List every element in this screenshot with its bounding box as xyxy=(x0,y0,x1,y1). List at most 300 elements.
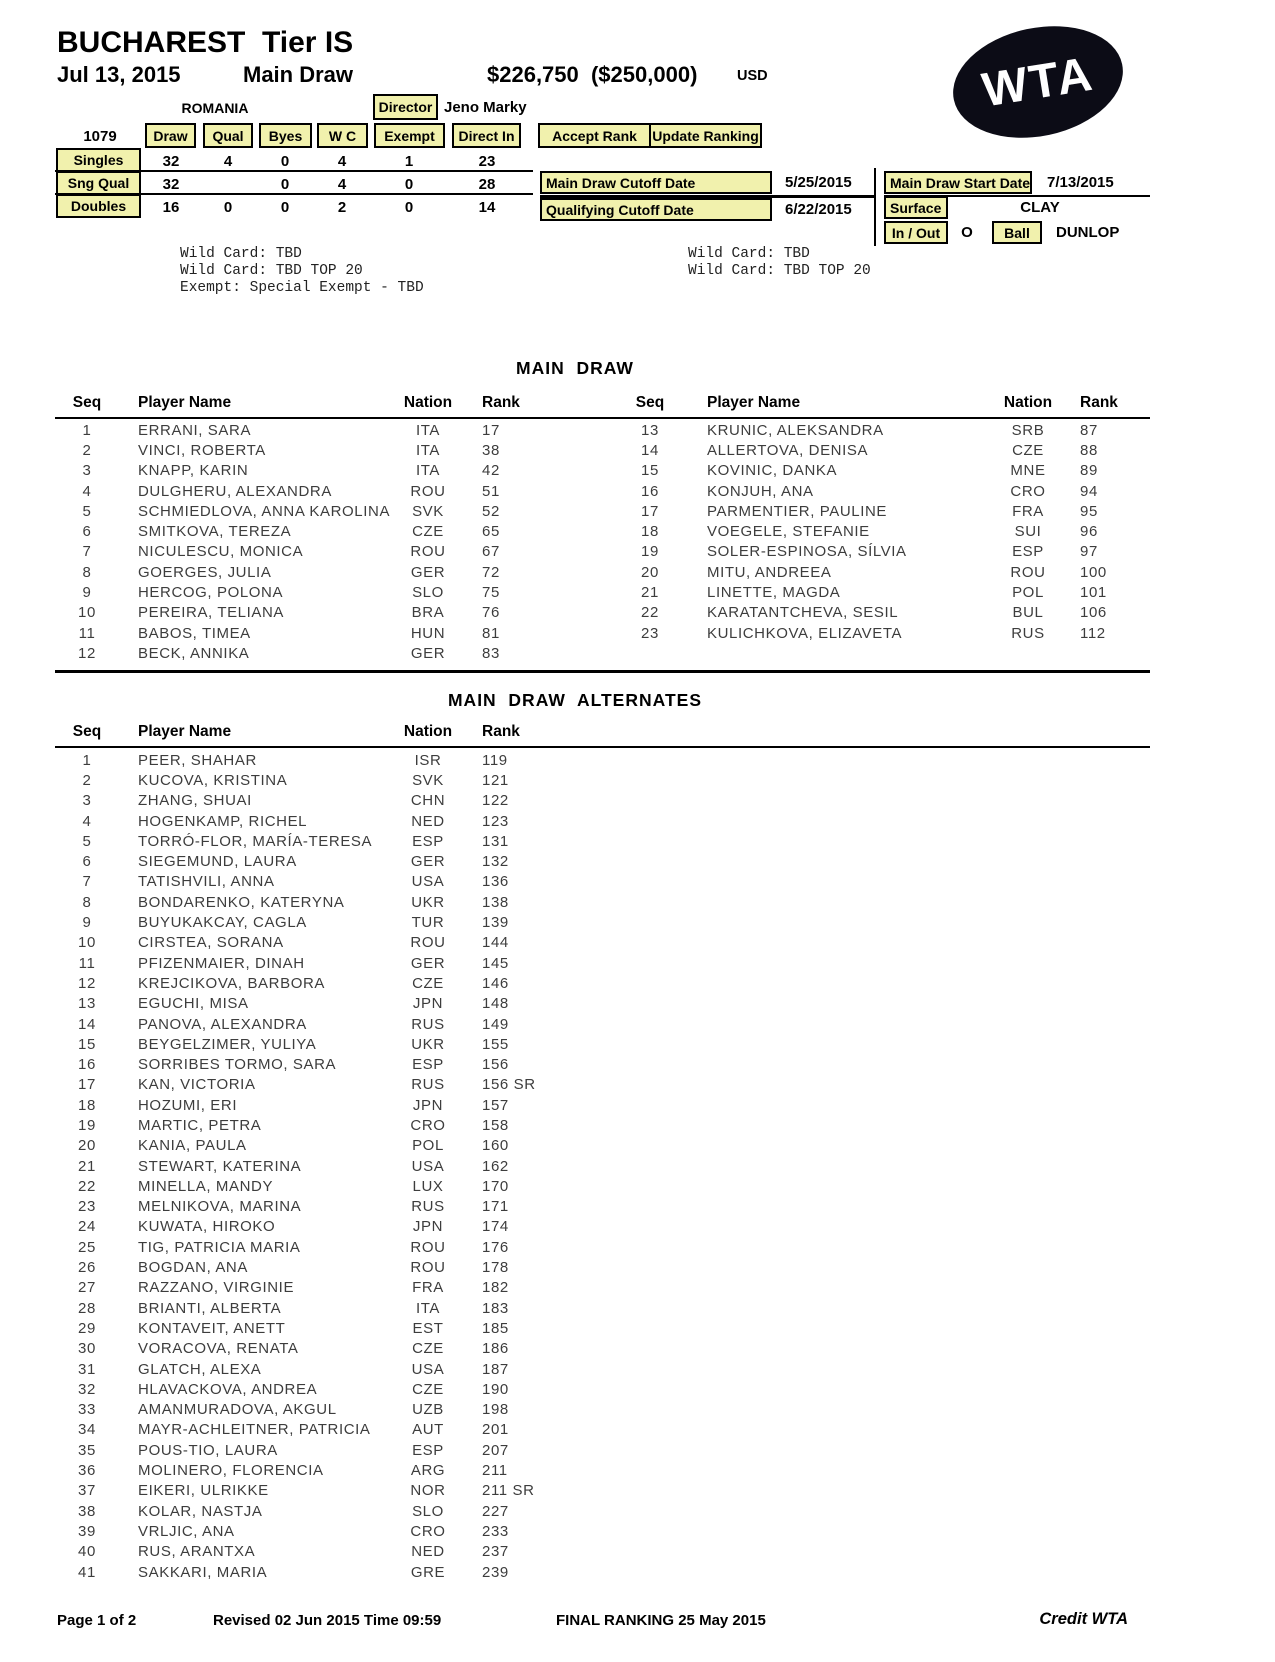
player-name: KNAPP, KARIN xyxy=(138,462,249,480)
player-name: KANIA, PAULA xyxy=(138,1137,247,1155)
nation: CZE xyxy=(1012,441,1044,459)
nation: TUR xyxy=(411,914,445,932)
rank: 157 xyxy=(482,1096,509,1114)
rank: 178 xyxy=(482,1259,509,1277)
rank: 119 xyxy=(482,751,508,769)
summary-row-singles: Singles xyxy=(56,148,141,172)
nation: ROU xyxy=(1010,563,1046,581)
player-name: KOVINIC, DANKA xyxy=(707,462,838,480)
player-name: RAZZANO, VIRGINIE xyxy=(138,1279,295,1297)
table-row xyxy=(55,501,615,521)
seq: 11 xyxy=(78,954,96,972)
nation: ROU xyxy=(410,1238,446,1256)
accept-rank-box: Accept Rank xyxy=(538,123,651,148)
rank: 38 xyxy=(482,441,500,459)
table-row xyxy=(55,1237,615,1257)
player-name: BABOS, TIMEA xyxy=(138,624,251,642)
seq: 14 xyxy=(641,441,659,459)
summary-value: 0 xyxy=(280,199,290,216)
nation: SVK xyxy=(412,502,444,520)
summary-col-wc: W C xyxy=(317,123,368,148)
table-row xyxy=(618,440,1168,460)
nation: SUI xyxy=(1014,523,1042,541)
seq: 4 xyxy=(82,812,92,830)
rank: 182 xyxy=(482,1279,509,1297)
seq: 10 xyxy=(78,934,96,952)
main-draw-header-rule xyxy=(55,417,1150,419)
nation: CZE xyxy=(412,523,444,541)
player-name: STEWART, KATERINA xyxy=(138,1157,302,1175)
rank: 17 xyxy=(482,421,500,439)
seq: 19 xyxy=(78,1116,96,1134)
seq: 33 xyxy=(78,1401,96,1419)
nation-header: Nation xyxy=(403,723,453,740)
player-name: MARTIC, PETRA xyxy=(138,1116,262,1134)
player-name: GLATCH, ALEXA xyxy=(138,1360,262,1378)
rank: 170 xyxy=(482,1177,509,1195)
table-row xyxy=(618,623,1168,643)
rank: 89 xyxy=(1080,462,1098,480)
ball-value: DUNLOP xyxy=(1056,224,1120,241)
seq: 9 xyxy=(82,584,92,602)
table-row xyxy=(55,1440,615,1460)
rank: 233 xyxy=(482,1522,509,1540)
player-name: ZHANG, SHUAI xyxy=(138,792,252,810)
rank: 139 xyxy=(482,914,509,932)
table-row xyxy=(55,582,615,602)
seq: 20 xyxy=(78,1137,96,1155)
table-row xyxy=(55,892,615,912)
table-row xyxy=(55,1176,615,1196)
in-out-value: O xyxy=(961,224,973,241)
player-name: VOEGELE, STEFANIE xyxy=(707,523,870,541)
rank: 176 xyxy=(482,1238,509,1256)
summary-value: 1 xyxy=(404,153,414,170)
table-row xyxy=(55,1400,615,1420)
tournament-date: Jul 13, 2015 xyxy=(57,62,181,87)
seq-header: Seq xyxy=(635,394,665,411)
nation: GER xyxy=(410,954,446,972)
nation: NOR xyxy=(410,1482,446,1500)
main-draw-title: MAIN DRAW xyxy=(516,358,634,378)
table-row xyxy=(55,542,615,562)
nation: ROU xyxy=(410,1259,446,1277)
table-row xyxy=(55,994,615,1014)
table-row xyxy=(55,1217,615,1237)
seq: 40 xyxy=(78,1543,96,1561)
rank: 162 xyxy=(482,1157,509,1175)
player-name: SIEGEMUND, LAURA xyxy=(138,853,297,871)
nation: CRO xyxy=(410,1522,446,1540)
player-name: MITU, ANDREEA xyxy=(707,563,832,581)
player-name: KULICHKOVA, ELIZAVETA xyxy=(707,624,903,642)
main-draw-start-label-box: Main Draw Start Date xyxy=(884,171,1032,194)
player-name: TATISHVILI, ANNA xyxy=(138,873,275,891)
seq: 11 xyxy=(78,624,96,642)
table-row xyxy=(55,973,615,993)
player-name: HERCOG, POLONA xyxy=(138,584,284,602)
table-row xyxy=(55,1521,615,1541)
nation: AUT xyxy=(412,1421,444,1439)
summary-divider-line xyxy=(55,193,533,195)
rank: 183 xyxy=(482,1299,509,1317)
currency-label: USD xyxy=(737,68,768,84)
seq: 4 xyxy=(82,482,92,500)
nation: ISR xyxy=(414,751,442,769)
table-row xyxy=(55,521,615,541)
rank: 239 xyxy=(482,1563,509,1581)
seq: 15 xyxy=(78,1035,96,1053)
rank: 123 xyxy=(482,812,509,830)
table-row xyxy=(55,791,615,811)
player-name: MOLINERO, FLORENCIA xyxy=(138,1462,324,1480)
rank: 190 xyxy=(482,1380,509,1398)
table-row xyxy=(55,770,615,790)
player-name: GOERGES, JULIA xyxy=(138,563,272,581)
rank: 158 xyxy=(482,1116,509,1134)
nation: ESP xyxy=(1012,543,1044,561)
rank: 75 xyxy=(482,584,500,602)
summary-col-byes: Byes xyxy=(259,123,312,148)
summary-value: 28 xyxy=(478,176,496,193)
alternates-table xyxy=(55,750,615,1582)
seq: 15 xyxy=(641,462,659,480)
seq: 16 xyxy=(78,1056,96,1074)
table-row xyxy=(55,1034,615,1054)
rank: 65 xyxy=(482,523,500,541)
nation: CZE xyxy=(412,974,444,992)
table-row xyxy=(55,1420,615,1440)
seq: 18 xyxy=(641,523,659,541)
prize-money: $226,750 ($250,000) xyxy=(487,62,698,87)
alternates-header xyxy=(55,723,615,741)
country-label: ROMANIA xyxy=(181,100,249,116)
seq: 21 xyxy=(641,584,659,602)
player-name: PFIZENMAIER, DINAH xyxy=(138,954,305,972)
exempt-note: Exempt: Special Exempt - TBD xyxy=(180,280,424,296)
table-row xyxy=(55,872,615,892)
player-name: KUWATA, HIROKO xyxy=(138,1218,276,1236)
nation: CHN xyxy=(410,792,446,810)
player-name: LINETTE, MAGDA xyxy=(707,584,841,602)
nation: FRA xyxy=(412,1279,444,1297)
qualifying-cutoff-value: 6/22/2015 xyxy=(785,201,852,218)
table-row xyxy=(618,501,1168,521)
nation: UKR xyxy=(411,893,445,911)
seq: 27 xyxy=(78,1279,96,1297)
player-name: SAKKARI, MARIA xyxy=(138,1563,268,1581)
summary-row-sng-qual: Sng Qual xyxy=(56,171,141,195)
summary-col-exempt: Exempt xyxy=(374,123,445,148)
nation: CRO xyxy=(410,1116,446,1134)
nation: SLO xyxy=(412,584,444,602)
player-name: PANOVA, ALEXANDRA xyxy=(138,1015,307,1033)
rank-header: Rank xyxy=(1080,394,1118,411)
player-name: PEREIRA, TELIANA xyxy=(138,604,285,622)
seq: 5 xyxy=(82,502,92,520)
page-title: BUCHAREST Tier IS xyxy=(57,26,354,59)
seq: 7 xyxy=(82,543,92,561)
player-name: MAYR-ACHLEITNER, PATRICIA xyxy=(138,1421,371,1439)
table-row xyxy=(55,1054,615,1074)
seq: 13 xyxy=(78,995,96,1013)
table-row xyxy=(55,912,615,932)
seq: 41 xyxy=(78,1563,96,1581)
table-row xyxy=(618,562,1168,582)
player-name: KREJCIKOVA, BARBORA xyxy=(138,974,325,992)
seq: 28 xyxy=(78,1299,96,1317)
table-row xyxy=(55,953,615,973)
seq: 9 xyxy=(82,914,92,932)
rank: 51 xyxy=(482,482,500,500)
summary-row-doubles: Doubles xyxy=(56,194,141,218)
seq: 36 xyxy=(78,1462,96,1480)
summary-value: 32 xyxy=(162,153,180,170)
nation: HUN xyxy=(410,624,446,642)
nation: POL xyxy=(1012,584,1044,602)
player-name: BEYGELZIMER, YULIYA xyxy=(138,1035,317,1053)
summary-value: 4 xyxy=(223,153,233,170)
table-row xyxy=(55,420,615,440)
seq: 2 xyxy=(82,441,92,459)
nation: ITA xyxy=(415,462,441,480)
rank: 121 xyxy=(482,771,509,789)
seq: 39 xyxy=(78,1522,96,1540)
seq: 17 xyxy=(78,1076,96,1094)
nation: USA xyxy=(411,1157,445,1175)
nation: ESP xyxy=(412,1056,444,1074)
player-name: HOGENKAMP, RICHEL xyxy=(138,812,308,830)
rank: 88 xyxy=(1080,441,1098,459)
ball-label-box: Ball xyxy=(992,221,1042,244)
summary-value: 4 xyxy=(337,153,347,170)
seq: 37 xyxy=(78,1482,96,1500)
table-row xyxy=(55,1136,615,1156)
seq: 32 xyxy=(78,1380,96,1398)
seq: 3 xyxy=(82,462,92,480)
seq-header: Seq xyxy=(72,723,102,740)
draw-type: Main Draw xyxy=(243,62,354,87)
table-row xyxy=(55,1318,615,1338)
nation: USA xyxy=(411,873,445,891)
nation: FRA xyxy=(1012,502,1044,520)
rank: 146 xyxy=(482,974,509,992)
wild-card-note: Wild Card: TBD xyxy=(688,246,810,262)
nation: POL xyxy=(412,1137,444,1155)
table-row xyxy=(618,461,1168,481)
rank: 211 xyxy=(482,1462,508,1480)
player-name: BECK, ANNIKA xyxy=(138,644,250,662)
rank: 148 xyxy=(482,995,509,1013)
player-name: KONTAVEIT, ANETT xyxy=(138,1319,286,1337)
nation: ROU xyxy=(410,543,446,561)
table-row xyxy=(55,562,615,582)
wta-logo-text: WTA xyxy=(978,47,1098,117)
seq: 24 xyxy=(78,1218,96,1236)
table-row xyxy=(55,1014,615,1034)
seq: 7 xyxy=(82,873,92,891)
table-row xyxy=(55,1197,615,1217)
nation: ESP xyxy=(412,1441,444,1459)
nation: CRO xyxy=(1010,482,1046,500)
rank: 207 xyxy=(482,1441,509,1459)
player-name: SOLER-ESPINOSA, SÍLVIA xyxy=(707,543,907,561)
credit-label: Credit WTA xyxy=(1039,1610,1128,1628)
player-name: EGUCHI, MISA xyxy=(138,995,249,1013)
rank: 132 xyxy=(482,853,509,871)
final-ranking-date: FINAL RANKING 25 May 2015 xyxy=(556,1612,766,1629)
player-name: BRIANTI, ALBERTA xyxy=(138,1299,282,1317)
seq: 10 xyxy=(78,604,96,622)
main-draw-cutoff-label-box: Main Draw Cutoff Date xyxy=(540,171,772,194)
table-row xyxy=(618,603,1168,623)
rank: 186 xyxy=(482,1340,509,1358)
nation: ESP xyxy=(412,832,444,850)
seq: 8 xyxy=(82,563,92,581)
player-name: SCHMIEDLOVA, ANNA KAROLINA xyxy=(138,502,391,520)
rank: 112 xyxy=(1080,624,1106,642)
seq: 12 xyxy=(78,644,96,662)
seq: 17 xyxy=(641,502,659,520)
summary-value: 0 xyxy=(280,176,290,193)
player-name-header: Player Name xyxy=(707,394,801,411)
nation: ITA xyxy=(415,441,441,459)
player-name: BUYUKAKCAY, CAGLA xyxy=(138,914,307,932)
player-name: SMITKOVA, TEREZA xyxy=(138,523,292,541)
rank: 155 xyxy=(482,1035,509,1053)
player-name: TORRÓ-FLOR, MARÍA-TERESA xyxy=(138,832,373,850)
player-name: KAN, VICTORIA xyxy=(138,1076,256,1094)
seq: 19 xyxy=(641,543,659,561)
nation: RUS xyxy=(411,1198,445,1216)
rank: 201 xyxy=(482,1421,509,1439)
nation: CZE xyxy=(412,1380,444,1398)
table-row xyxy=(55,461,615,481)
table-row xyxy=(55,851,615,871)
player-name: MINELLA, MANDY xyxy=(138,1177,274,1195)
nation: ARG xyxy=(410,1462,446,1480)
qualifying-cutoff-label-box: Qualifying Cutoff Date xyxy=(540,198,772,221)
seq-header: Seq xyxy=(72,394,102,411)
seq: 31 xyxy=(78,1360,96,1378)
summary-col-qual: Qual xyxy=(203,123,253,148)
player-name: HOZUMI, ERI xyxy=(138,1096,238,1114)
table-row xyxy=(618,420,1168,440)
update-ranking-box: Update Ranking xyxy=(649,123,762,148)
seq: 22 xyxy=(641,604,659,622)
player-name: HLAVACKOVA, ANDREA xyxy=(138,1380,318,1398)
seq: 12 xyxy=(78,974,96,992)
summary-value: 14 xyxy=(478,199,496,216)
summary-value: 2 xyxy=(337,199,347,216)
player-name: DULGHERU, ALEXANDRA xyxy=(138,482,332,500)
nation: ROU xyxy=(410,934,446,952)
nation: USA xyxy=(411,1360,445,1378)
rank: 187 xyxy=(482,1360,509,1378)
rank: 160 xyxy=(482,1137,509,1155)
table-row xyxy=(55,1501,615,1521)
summary-value: 0 xyxy=(280,153,290,170)
table-row xyxy=(55,750,615,770)
wild-card-note: Wild Card: TBD TOP 20 xyxy=(688,263,871,279)
player-name: TIG, PATRICIA MARIA xyxy=(138,1238,301,1256)
main-draw-left-table xyxy=(55,420,615,664)
table-row xyxy=(55,643,615,663)
rank: 83 xyxy=(482,644,500,662)
rank: 52 xyxy=(482,502,500,520)
table-row xyxy=(55,1278,615,1298)
table-row xyxy=(55,623,615,643)
nation: RUS xyxy=(1011,624,1045,642)
summary-value: 0 xyxy=(404,176,414,193)
rank: 67 xyxy=(482,543,500,561)
seq: 1 xyxy=(82,421,92,439)
surface-value: CLAY xyxy=(1020,199,1060,216)
summary-divider-line xyxy=(55,170,533,172)
player-name: MELNIKOVA, MARINA xyxy=(138,1198,302,1216)
player-name: AMANMURADOVA, AKGUL xyxy=(138,1401,337,1419)
revised-date: Revised 02 Jun 2015 Time 09:59 xyxy=(213,1612,442,1629)
seq: 13 xyxy=(641,421,659,439)
table-row xyxy=(55,1379,615,1399)
table-row xyxy=(55,440,615,460)
player-name: KARATANTCHEVA, SESIL xyxy=(707,604,899,622)
seq: 35 xyxy=(78,1441,96,1459)
table-row xyxy=(55,811,615,831)
nation: NED xyxy=(411,1543,445,1561)
table-row xyxy=(55,831,615,851)
rank: 95 xyxy=(1080,502,1098,520)
table-row xyxy=(55,933,615,953)
nation: LUX xyxy=(412,1177,444,1195)
section-divider-rule xyxy=(55,670,1150,673)
nation: GER xyxy=(410,644,446,662)
player-name: CIRSTEA, SORANA xyxy=(138,934,284,952)
main-draw-start-value: 7/13/2015 xyxy=(1047,174,1114,191)
rank: 97 xyxy=(1080,543,1098,561)
summary-value: 0 xyxy=(223,199,233,216)
seq: 20 xyxy=(641,563,659,581)
seq: 21 xyxy=(78,1157,96,1175)
table-row xyxy=(55,1359,615,1379)
player-name: KRUNIC, ALEKSANDRA xyxy=(707,421,884,439)
seq: 23 xyxy=(78,1198,96,1216)
rank: 136 xyxy=(482,873,509,891)
table-row xyxy=(55,1460,615,1480)
seq: 16 xyxy=(641,482,659,500)
player-name: VRLJIC, ANA xyxy=(138,1522,235,1540)
rank: 198 xyxy=(482,1401,509,1419)
seq: 29 xyxy=(78,1319,96,1337)
table-row xyxy=(618,582,1168,602)
nation: UKR xyxy=(411,1035,445,1053)
table-row xyxy=(618,521,1168,541)
rank: 81 xyxy=(482,624,500,642)
rank: 138 xyxy=(482,893,509,911)
rank: 149 xyxy=(482,1015,509,1033)
player-name: EIKERI, ULRIKKE xyxy=(138,1482,269,1500)
seq: 1 xyxy=(82,751,92,769)
player-name: PEER, SHAHAR xyxy=(138,751,257,769)
seq: 18 xyxy=(78,1096,96,1114)
table-row xyxy=(55,1481,615,1501)
summary-value: 16 xyxy=(162,199,180,216)
player-name: KONJUH, ANA xyxy=(707,482,814,500)
rank: 145 xyxy=(482,954,509,972)
nation: JPN xyxy=(412,1218,444,1236)
table-row xyxy=(55,1542,615,1562)
summary-value: 4 xyxy=(337,176,347,193)
